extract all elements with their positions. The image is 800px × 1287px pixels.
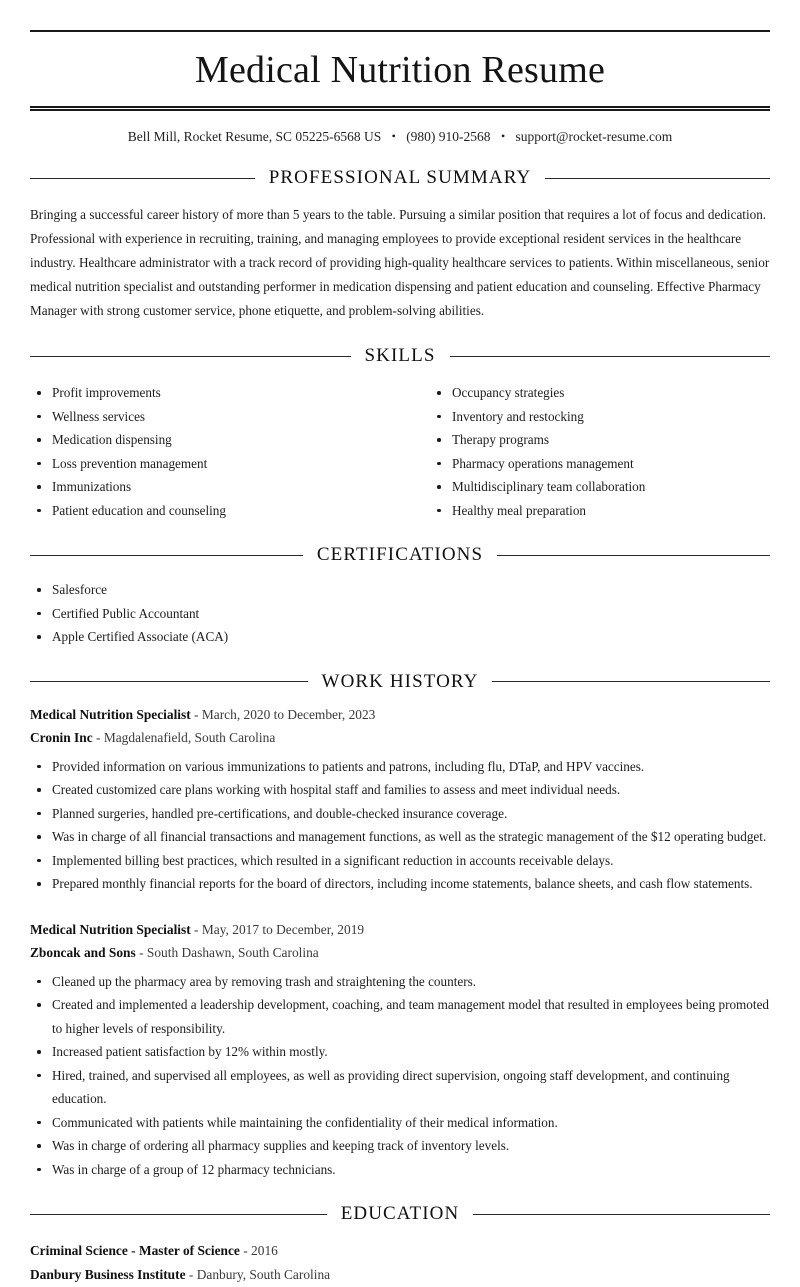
skills-column-right [400,373,770,522]
list-item: Loss prevention management [30,452,400,476]
job-company-line [30,941,770,964]
list-item: Profit improvements [30,381,400,405]
summary-text: Bringing a successful career history of more than 5 years to the table. Pursuing a similar position that requires a lot of focus and dedication. Professional with experience in recruiting, training, and managing employees to provide exceptional resident services in the healthcare industry. Healthcare administrator with a track record of providing high-quality healthcare services to patients. Within miscellaneous, senior medical nutrition specialist and outstanding performer in medication dispensing and patient education and counseling. Effective Pharmacy Manager with strong customer service, phone etiquette, and problem-solving abilities. [30,207,770,319]
education-year: 2016 [251,1243,278,1259]
list-item: Was in charge of a group of 12 pharmacy technicians. [30,1158,770,1182]
section-header-skills [30,345,770,367]
list-item: Prepared monthly financial reports for the board of directors, including income statements, balance sheets, and cash flow statements. [30,872,770,896]
section-rule-right [545,178,770,179]
list-item: Therapy programs [430,428,770,452]
job-dash: - [139,944,144,960]
job-title-line [30,918,770,941]
section-rule-left [30,681,308,682]
list-item: Hired, trained, and supervised all employees, as well as providing direct supervision, ongoing staff development, and continuing education. [30,1064,770,1111]
list-item: Occupancy strategies [430,381,770,405]
list-item: Pharmacy operations management [430,452,770,476]
education-dash: - [188,1267,194,1283]
list-item: Wellness services [30,405,400,429]
list-item: Created customized care plans working with hospital staff and families to assess and meet individual needs. [30,778,770,802]
job-position: Medical Nutrition Specialist [30,921,191,937]
section-title-education: EDUCATION [340,1203,460,1225]
job-spacer [30,896,770,908]
skills-columns [30,371,770,522]
list-item: Implemented billing best practices, which resulted in a significant reduction in accounts receivable delays. [30,849,770,873]
section-rule-right [473,1214,770,1215]
list-item: Was in charge of all financial transactions and management functions, as well as the strategic management of the $12 operating budget. [30,825,770,849]
contact-line [30,111,770,145]
job-position: Medical Nutrition Specialist [30,706,191,722]
job-dates: March, 2020 to December, 2023 [201,706,376,722]
education-dash: - [243,1243,248,1259]
section-title-skills: SKILLS [364,345,436,367]
list-item: Immunizations [30,475,400,499]
certifications-list [30,570,770,649]
section-rule-left [30,356,351,357]
list-item: Apple Certified Associate (ACA) [30,625,770,649]
section-rule-right [450,356,771,357]
list-item: Cleaned up the pharmacy area by removing trash and straightening the counters. [30,970,770,994]
work-history-entry-2 [30,918,770,1182]
education-school: Danbury Business Institute [30,1267,186,1283]
page-title: Medical Nutrition Resume [194,49,606,91]
list-item: Communicated with patients while maintaining the confidentiality of their medical information. [30,1111,770,1135]
section-rule-right [497,555,770,556]
list-item: Healthy meal preparation [430,499,770,523]
section-title-work-history: WORK HISTORY [321,670,479,692]
list-item: Certified Public Accountant [30,602,770,626]
section-rule-left [30,178,255,179]
education-entry-1 [30,1229,770,1287]
job-dash: - [194,706,199,722]
job-company: Zboncak and Sons [30,944,136,960]
section-header-summary [30,167,770,189]
list-item: Increased patient satisfaction by 12% within mostly. [30,1040,770,1064]
section-header-education [30,1203,770,1225]
list-item: Was in charge of ordering all pharmacy supplies and keeping track of inventory levels. [30,1134,770,1158]
education-school-line [30,1263,770,1287]
contact-separator-1: • [391,129,396,143]
job-bullets [30,964,770,1182]
list-item: Created and implemented a leadership development, coaching, and team management model that resulted in employees being promoted to higher levels of responsibility. [30,993,770,1040]
contact-email: support@rocket-resume.com [515,129,673,144]
job-bullets [30,749,770,896]
contact-address: Bell Mill, Rocket Resume, SC 05225-6568 US [127,129,382,144]
work-history-entry-1 [30,703,770,896]
list-item: Inventory and restocking [430,405,770,429]
section-rule-right [492,681,770,682]
job-company: Cronin Inc [30,729,93,745]
job-company-line [30,726,770,749]
job-location: Magdalenafield, South Carolina [103,729,276,745]
job-dates: May, 2017 to December, 2019 [201,921,365,937]
job-title-line [30,703,770,726]
list-item: Planned surgeries, handled pre-certifications, and double-checked insurance coverage. [30,802,770,826]
contact-phone: (980) 910-2568 [406,129,491,144]
section-header-work-history [30,671,770,693]
section-rule-left [30,1214,327,1215]
list-item: Salesforce [30,578,770,602]
job-location: South Dashawn, South Carolina [146,944,319,960]
list-item: Provided information on various immunizations to patients and patrons, including flu, DTaP, and HPV vaccines. [30,755,770,779]
section-title-certifications: CERTIFICATIONS [316,544,484,566]
resume-page [0,30,800,1283]
skills-column-left [30,373,400,522]
list-item: Medication dispensing [30,428,400,452]
job-dash: - [194,921,199,937]
section-header-certifications [30,544,770,566]
education-degree-line [30,1239,770,1263]
contact-separator-2: • [500,129,506,143]
section-title-summary: PROFESSIONAL SUMMARY [268,167,532,188]
section-rule-left [30,555,303,556]
education-location: Danbury, South Carolina [196,1267,331,1283]
job-dash: - [96,729,101,745]
education-degree: Criminal Science - Master of Science [30,1243,240,1259]
list-item: Multidisciplinary team collaboration [430,475,770,499]
list-item: Patient education and counseling [30,499,400,523]
